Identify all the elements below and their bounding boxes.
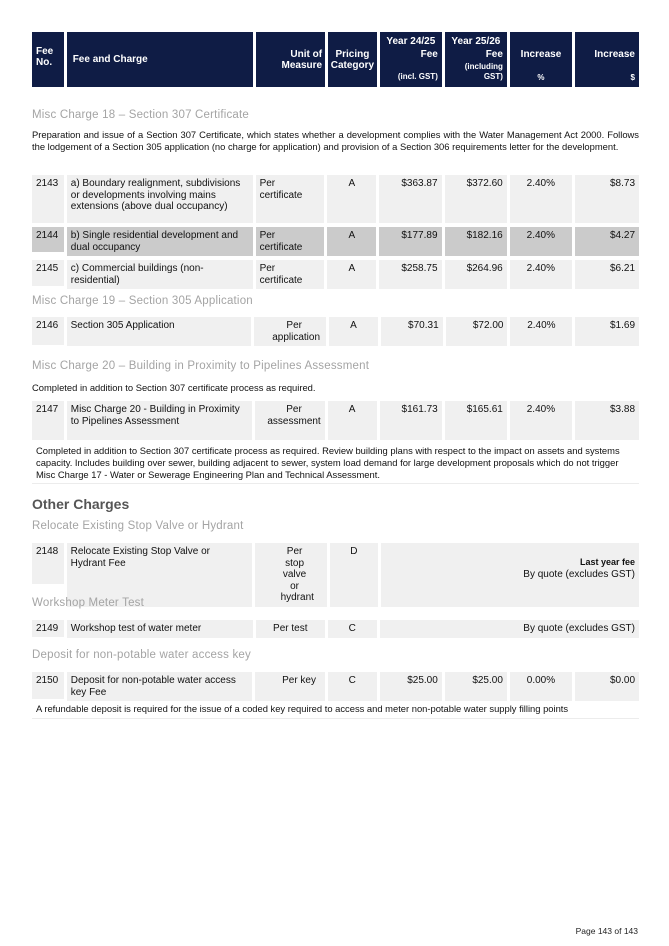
fee-2425-cell: $25.00 (380, 672, 442, 701)
header-increase-dol-unit: $ (630, 73, 635, 82)
header-year1-fee: Fee (420, 49, 438, 60)
quote-value: By quote (excludes GST) (523, 568, 635, 580)
fee-no-cell: 2150 (32, 672, 64, 699)
increase-dollar-cell: $3.88 (575, 401, 639, 440)
category-cell: C (328, 672, 377, 701)
header-increase-pct-unit: % (537, 73, 545, 82)
misc-20-table (32, 401, 639, 440)
increase-percent-cell: 2.40% (510, 175, 572, 223)
deposit-table (32, 672, 639, 701)
quote-cell: By quote (excludes GST) (380, 620, 639, 638)
header-category-label: Pricing Category (330, 48, 375, 71)
unit-cell: Per certificate (256, 227, 325, 256)
header-year2-fee: Fee (485, 49, 503, 60)
unit-cell: Per certificate (256, 260, 325, 289)
category-cell: D (330, 543, 379, 607)
increase-percent-cell: 2.40% (510, 260, 572, 289)
unit-cell: Per assessment (255, 401, 324, 440)
fee-charge-cell: Workshop test of water meter (67, 620, 253, 638)
fee-no-cell: 2143 (32, 175, 64, 223)
fee-no-cell: 2149 (32, 620, 64, 637)
header-unit-of-measure (256, 32, 325, 87)
header-year2-gst: (including GST) (464, 62, 503, 81)
header-increase-dol-title: Increase (594, 49, 635, 60)
table-row (32, 260, 639, 289)
fee-no-cell: 2144 (32, 227, 64, 252)
header-fee-and-charge (67, 32, 254, 87)
deposit-note: A refundable deposit is required for the issue of a coded key required to access and meter non-potable water supply filling points (32, 703, 639, 719)
last-year-fee-label: Last year fee (579, 557, 635, 567)
section-title-misc-20: Misc Charge 20 – Building in Proximity to Pipelines Assessment (32, 360, 370, 372)
fee-2425-cell: $363.87 (379, 175, 441, 223)
fee-no-cell: 2146 (32, 317, 64, 345)
fee-2526-cell: $72.00 (446, 317, 508, 346)
fee-charge-cell: Deposit for non-potable water access key Fee (67, 672, 252, 701)
fee-2526-cell: $165.61 (445, 401, 507, 440)
misc-20-description: Completed in addition to Section 307 certificate process as required. (32, 382, 316, 393)
category-cell: C (328, 620, 377, 638)
fee-2526-cell: $182.16 (445, 227, 507, 256)
increase-dollar-cell: $4.27 (575, 227, 639, 256)
meter-test-table (32, 620, 639, 638)
misc-18-description: Preparation and issue of a Section 307 Certificate, which states whether a development complies with the Water Management Act 2000. Follows the lodgement of a Section 305 application (no charge for application) and provision of a Section 306 requirements letter for the development. (32, 129, 639, 152)
table-row (32, 401, 639, 440)
category-cell: A (327, 175, 376, 223)
header-year2-title: Year 25/26 (451, 36, 501, 47)
fee-charge-cell: c) Commercial buildings (non-residential) (67, 260, 253, 289)
header-fee-no: Fee No. (32, 32, 64, 87)
unit-cell: Per certificate (256, 175, 325, 223)
fee-charge-cell: Section 305 Application (67, 317, 252, 346)
header-unit-label: Unit of Measure (281, 48, 323, 71)
fee-2425-cell: $177.89 (379, 227, 441, 256)
fee-charge-cell: Relocate Existing Stop Valve or Hydrant Fee (67, 543, 252, 607)
page-number: Page 143 of 143 (575, 926, 638, 936)
other-charges-heading: Other Charges (32, 496, 130, 512)
increase-dollar-cell: $6.21 (575, 260, 639, 289)
table-row (32, 227, 639, 256)
fee-schedule-page (32, 32, 639, 714)
fee-no-cell: 2147 (32, 401, 64, 440)
table-row (32, 620, 639, 638)
header-year-2526 (445, 32, 507, 87)
header-increase-percent (510, 32, 572, 87)
table-row (32, 317, 639, 346)
table-row (32, 175, 639, 223)
misc-19-table (32, 317, 639, 346)
category-cell: A (327, 260, 376, 289)
fee-charge-cell: a) Boundary realignment, subdivisions or developments involving mains extensions (above dual occupancy) (67, 175, 253, 223)
fee-2526-cell: $25.00 (445, 672, 507, 701)
category-cell: A (327, 227, 376, 256)
fee-2425-cell: $258.75 (379, 260, 441, 289)
category-cell: A (329, 317, 378, 346)
increase-percent-cell: 2.40% (510, 401, 572, 440)
increase-percent-cell: 2.40% (510, 317, 572, 346)
increase-percent-cell: 2.40% (510, 227, 572, 256)
increase-dollar-cell: $8.73 (575, 175, 639, 223)
section-title-misc-19: Misc Charge 19 – Section 305 Application (32, 295, 253, 307)
fee-charge-cell: b) Single residential development and dual occupancy (67, 227, 253, 256)
unit-cell: Per stop valve or hydrant (255, 543, 327, 607)
category-cell: A (328, 401, 377, 440)
section-title-deposit: Deposit for non-potable water access key (32, 649, 251, 661)
fee-no-cell: 2145 (32, 260, 64, 286)
header-increase-pct-title: Increase (520, 49, 562, 60)
header-fee-and-charge-label: Fee and Charge (72, 54, 148, 65)
increase-dollar-cell: $0.00 (575, 672, 639, 701)
header-year-2425 (380, 32, 442, 87)
fee-2425-cell: $70.31 (381, 317, 443, 346)
increase-percent-cell: 0.00% (510, 672, 572, 701)
unit-cell: Per test (256, 620, 325, 638)
fee-2526-cell: $372.60 (445, 175, 507, 223)
unit-cell: Per application (254, 317, 326, 346)
table-row (32, 672, 639, 701)
section-title-meter-test: Workshop Meter Test (32, 597, 145, 609)
header-pricing-category (328, 32, 377, 87)
misc-18-table (32, 175, 639, 289)
header-year1-gst: (incl. GST) (397, 72, 438, 81)
table-header (32, 32, 639, 87)
fee-charge-cell: Misc Charge 20 - Building in Proximity to Pipelines Assessment (67, 401, 253, 440)
unit-cell: Per key (255, 672, 325, 701)
header-year1-title: Year 24/25 (386, 36, 436, 47)
misc-20-note: Completed in addition to Section 307 certificate process as required. Review building plans with respect to the impact on assets and systems capacity. Includes building over sewer, building adjacent to sewer, system load demand for large development proposals which do not trigger Misc Charge 17 - Water or Sewerage Engineering Plan and Technical Assessment. (32, 445, 639, 484)
fee-2425-cell: $161.73 (380, 401, 442, 440)
increase-dollar-cell: $1.69 (575, 317, 639, 346)
fee-no-cell: 2148 (32, 543, 64, 584)
section-title-misc-18: Misc Charge 18 – Section 307 Certificate (32, 109, 250, 121)
header-increase-dollar (575, 32, 639, 87)
section-title-stop-valve: Relocate Existing Stop Valve or Hydrant (32, 520, 244, 532)
fee-2526-cell: $264.96 (445, 260, 507, 289)
